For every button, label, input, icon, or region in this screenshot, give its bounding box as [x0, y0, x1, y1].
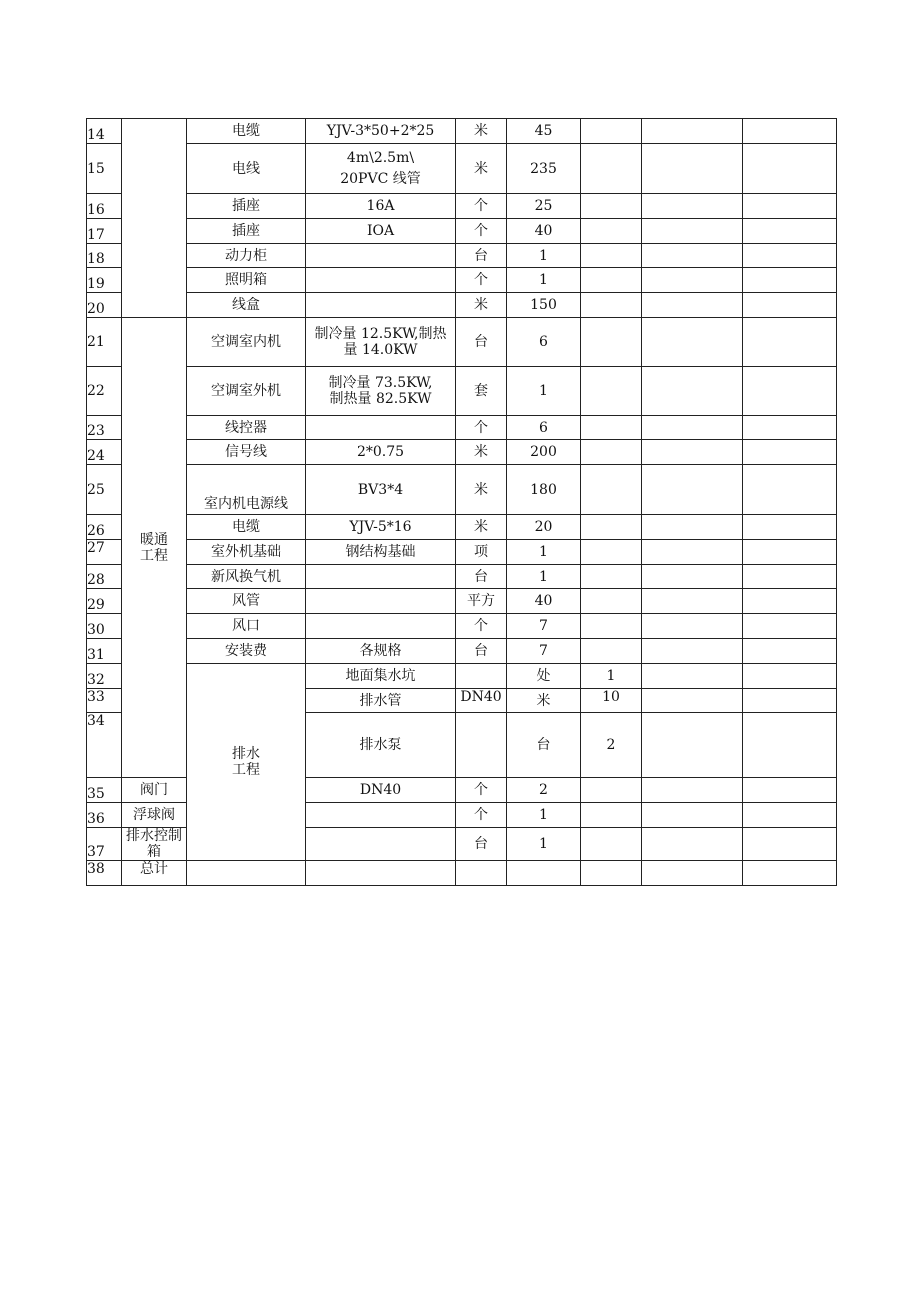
item-remark	[743, 440, 837, 465]
table-row	[87, 565, 837, 589]
item-quantity: 1	[507, 244, 581, 268]
total-price-cell	[642, 244, 743, 268]
item-unit: 台	[456, 318, 507, 367]
item-spec	[306, 416, 456, 440]
row-number: 20	[87, 293, 122, 318]
total-price-cell	[642, 219, 743, 244]
item-spec	[306, 293, 456, 318]
row-number: 21	[87, 318, 122, 367]
row-number: 27	[87, 540, 122, 565]
item-quantity: 150	[507, 293, 581, 318]
item-spec: 16A	[306, 194, 456, 219]
item-name: 线控器	[187, 416, 306, 440]
row-number: 26	[87, 515, 122, 540]
table-row	[87, 515, 837, 540]
item-spec	[456, 664, 507, 689]
row-number: 37	[87, 828, 122, 861]
item-remark	[743, 589, 837, 614]
unit-price-cell	[581, 803, 642, 828]
table-row	[87, 318, 837, 367]
item-unit: 处	[507, 664, 581, 689]
item-spec	[306, 803, 456, 828]
group-label-hvac	[122, 318, 187, 778]
item-quantity: 45	[507, 119, 581, 144]
spec-line-2: 20PVC 线管	[340, 171, 421, 187]
item-name: 照明箱	[187, 268, 306, 293]
item-spec: 各规格	[306, 639, 456, 664]
item-remark	[743, 515, 837, 540]
item-quantity: 1	[507, 828, 581, 861]
unit-price-cell	[581, 515, 642, 540]
table-row	[87, 664, 837, 689]
item-spec	[306, 268, 456, 293]
group-label-line-2: 工程	[232, 762, 260, 778]
unit-price-cell	[581, 293, 642, 318]
unit-price-cell	[581, 639, 642, 664]
item-name: 风管	[187, 589, 306, 614]
total-price-cell	[743, 689, 837, 713]
bill-of-quantities-table	[86, 118, 837, 886]
item-name: 插座	[187, 219, 306, 244]
total-price-cell	[743, 713, 837, 778]
row-number: 33	[87, 689, 122, 713]
row-number: 14	[87, 119, 122, 144]
table-row	[87, 440, 837, 465]
item-quantity: 1	[507, 565, 581, 589]
item-unit: 米	[507, 689, 581, 713]
row-number: 25	[87, 465, 122, 515]
item-unit: 台	[456, 639, 507, 664]
item-name: 浮球阀	[122, 803, 187, 828]
group-label-line-1: 排水	[232, 746, 260, 762]
item-unit: 台	[456, 244, 507, 268]
row-number: 36	[87, 803, 122, 828]
unit-price-cell	[581, 268, 642, 293]
item-name: 动力柜	[187, 244, 306, 268]
total-price-cell	[642, 465, 743, 515]
item-remark	[743, 565, 837, 589]
item-unit: 米	[456, 440, 507, 465]
row-number: 32	[87, 664, 122, 689]
item-spec	[306, 565, 456, 589]
item-name: 排水控制箱	[122, 828, 187, 861]
item-remark	[743, 828, 837, 861]
item-remark	[743, 861, 837, 886]
unit-price-cell	[581, 440, 642, 465]
item-name: 电线	[187, 144, 306, 194]
item-spec: 2*0.75	[306, 440, 456, 465]
item-quantity: 20	[507, 515, 581, 540]
spec-line-2: 量 14.0KW	[343, 342, 418, 358]
item-unit: 台	[456, 565, 507, 589]
total-price-cell	[642, 803, 743, 828]
item-remark	[743, 639, 837, 664]
item-name: 地面集水坑	[306, 664, 456, 689]
item-quantity: 6	[507, 318, 581, 367]
item-spec: BV3*4	[306, 465, 456, 515]
item-spec: DN40	[306, 778, 456, 803]
total-price-cell	[642, 614, 743, 639]
item-quantity: 40	[507, 219, 581, 244]
item-name: 新风换气机	[187, 565, 306, 589]
item-unit: 米	[456, 515, 507, 540]
unit-price-cell	[642, 664, 743, 689]
item-spec: YJV-3*50+2*25	[306, 119, 456, 144]
table-row	[87, 367, 837, 416]
unit-price-cell	[581, 565, 642, 589]
item-quantity: 1	[507, 540, 581, 565]
item-quantity: 7	[507, 614, 581, 639]
table-row-total	[87, 861, 837, 886]
group-cell-electrical	[122, 119, 187, 318]
item-spec	[456, 713, 507, 778]
table-row	[87, 465, 837, 515]
item-spec	[306, 144, 456, 194]
unit-price-cell	[581, 318, 642, 367]
total-price-cell	[642, 318, 743, 367]
row-number: 23	[87, 416, 122, 440]
item-quantity: 1	[507, 803, 581, 828]
item-unit: 个	[456, 803, 507, 828]
unit-price-cell	[581, 540, 642, 565]
item-unit: 个	[456, 778, 507, 803]
item-quantity: 7	[507, 639, 581, 664]
table-row	[87, 614, 837, 639]
row-number: 28	[87, 565, 122, 589]
item-remark	[743, 803, 837, 828]
item-remark	[743, 614, 837, 639]
group-label-line-2: 工程	[140, 547, 168, 564]
item-unit	[456, 861, 507, 886]
total-price-cell	[642, 293, 743, 318]
item-name: 电缆	[187, 119, 306, 144]
item-unit: 个	[456, 268, 507, 293]
unit-price-cell	[581, 367, 642, 416]
item-remark	[743, 416, 837, 440]
item-spec	[306, 589, 456, 614]
item-name: 排水管	[306, 689, 456, 713]
item-spec: IOA	[306, 219, 456, 244]
group-label-drainage	[187, 664, 306, 861]
table-row	[87, 194, 837, 219]
unit-price-cell	[581, 778, 642, 803]
item-name: 线盒	[187, 293, 306, 318]
total-price-cell	[642, 119, 743, 144]
row-number: 18	[87, 244, 122, 268]
item-quantity: 2	[581, 713, 642, 778]
total-price-cell	[642, 440, 743, 465]
item-spec: 钢结构基础	[306, 540, 456, 565]
row-number: 35	[87, 778, 122, 803]
item-spec	[306, 614, 456, 639]
total-price-cell	[642, 268, 743, 293]
row-number: 31	[87, 639, 122, 664]
unit-price-cell	[581, 194, 642, 219]
row-number: 34	[87, 713, 122, 778]
total-price-cell	[642, 639, 743, 664]
item-name: 排水泵	[306, 713, 456, 778]
unit-price-cell	[581, 589, 642, 614]
unit-price-cell	[642, 713, 743, 778]
item-name: 室内机电源线	[187, 465, 306, 515]
item-remark	[743, 219, 837, 244]
item-unit: 米	[456, 144, 507, 194]
item-unit: 套	[456, 367, 507, 416]
item-unit: 米	[456, 293, 507, 318]
item-quantity: 40	[507, 589, 581, 614]
unit-price-cell	[581, 828, 642, 861]
item-quantity: 6	[507, 416, 581, 440]
item-quantity: 1	[581, 664, 642, 689]
row-number: 30	[87, 614, 122, 639]
item-name: 插座	[187, 194, 306, 219]
total-price-cell	[642, 416, 743, 440]
item-spec	[306, 318, 456, 367]
table-row	[87, 268, 837, 293]
item-unit: 台	[456, 828, 507, 861]
item-spec: DN40	[456, 689, 507, 713]
total-price-cell	[642, 828, 743, 861]
item-remark	[743, 778, 837, 803]
total-price-cell	[642, 861, 743, 886]
table-row	[87, 144, 837, 194]
item-quantity: 10	[581, 689, 642, 713]
item-name: 空调室外机	[187, 367, 306, 416]
unit-price-cell	[642, 689, 743, 713]
item-quantity: 25	[507, 194, 581, 219]
unit-price-cell	[581, 861, 642, 886]
item-name	[187, 861, 306, 886]
item-spec: YJV-5*16	[306, 515, 456, 540]
group-label-line-1: 暖通	[140, 531, 168, 548]
unit-price-cell	[581, 465, 642, 515]
table-row	[87, 416, 837, 440]
unit-price-cell	[581, 119, 642, 144]
item-remark	[743, 293, 837, 318]
row-number: 38	[87, 861, 122, 886]
total-label: 总计	[122, 861, 187, 886]
row-number: 29	[87, 589, 122, 614]
item-remark	[743, 144, 837, 194]
item-spec	[306, 244, 456, 268]
item-quantity: 2	[507, 778, 581, 803]
item-spec	[306, 861, 456, 886]
unit-price-cell	[581, 219, 642, 244]
item-unit: 项	[456, 540, 507, 565]
spec-line-1: 制冷量 73.5KW,	[328, 375, 433, 391]
total-price-cell	[642, 589, 743, 614]
item-remark	[743, 318, 837, 367]
item-remark	[743, 367, 837, 416]
table-row	[87, 589, 837, 614]
item-quantity: 180	[507, 465, 581, 515]
item-remark	[743, 119, 837, 144]
table-row	[87, 244, 837, 268]
total-price-cell	[642, 565, 743, 589]
total-price-cell	[642, 194, 743, 219]
item-name: 阀门	[122, 778, 187, 803]
unit-price-cell	[581, 614, 642, 639]
item-quantity: 1	[507, 367, 581, 416]
row-number: 19	[87, 268, 122, 293]
table-row	[87, 639, 837, 664]
row-number: 16	[87, 194, 122, 219]
item-name: 安装费	[187, 639, 306, 664]
item-quantity: 200	[507, 440, 581, 465]
item-unit: 台	[507, 713, 581, 778]
item-name: 室外机基础	[187, 540, 306, 565]
item-quantity: 235	[507, 144, 581, 194]
table-row	[87, 540, 837, 565]
spec-line-1: 制冷量 12.5KW,制热	[314, 326, 447, 342]
total-price-cell	[642, 778, 743, 803]
table-row	[87, 119, 837, 144]
row-number: 17	[87, 219, 122, 244]
item-quantity	[507, 861, 581, 886]
table-row	[87, 293, 837, 318]
total-price-cell	[743, 664, 837, 689]
item-name: 空调室内机	[187, 318, 306, 367]
item-unit: 个	[456, 614, 507, 639]
item-quantity: 1	[507, 268, 581, 293]
item-unit: 个	[456, 194, 507, 219]
total-price-cell	[642, 144, 743, 194]
item-unit: 平方	[456, 589, 507, 614]
item-remark	[743, 268, 837, 293]
item-name: 信号线	[187, 440, 306, 465]
row-number: 22	[87, 367, 122, 416]
total-price-cell	[642, 515, 743, 540]
unit-price-cell	[581, 144, 642, 194]
item-unit: 米	[456, 465, 507, 515]
total-price-cell	[642, 540, 743, 565]
unit-price-cell	[581, 416, 642, 440]
item-unit: 个	[456, 416, 507, 440]
table-row	[87, 219, 837, 244]
item-remark	[743, 540, 837, 565]
item-name: 电缆	[187, 515, 306, 540]
item-spec	[306, 367, 456, 416]
item-remark	[743, 194, 837, 219]
unit-price-cell	[581, 244, 642, 268]
spec-line-1: 4m\2.5m\	[346, 150, 415, 166]
item-spec	[306, 828, 456, 861]
item-unit: 米	[456, 119, 507, 144]
item-remark	[743, 244, 837, 268]
item-unit: 个	[456, 219, 507, 244]
row-number: 15	[87, 144, 122, 194]
row-number: 24	[87, 440, 122, 465]
total-price-cell	[642, 367, 743, 416]
item-remark	[743, 465, 837, 515]
item-name: 风口	[187, 614, 306, 639]
spec-line-2: 制热量 82.5KW	[329, 391, 432, 407]
